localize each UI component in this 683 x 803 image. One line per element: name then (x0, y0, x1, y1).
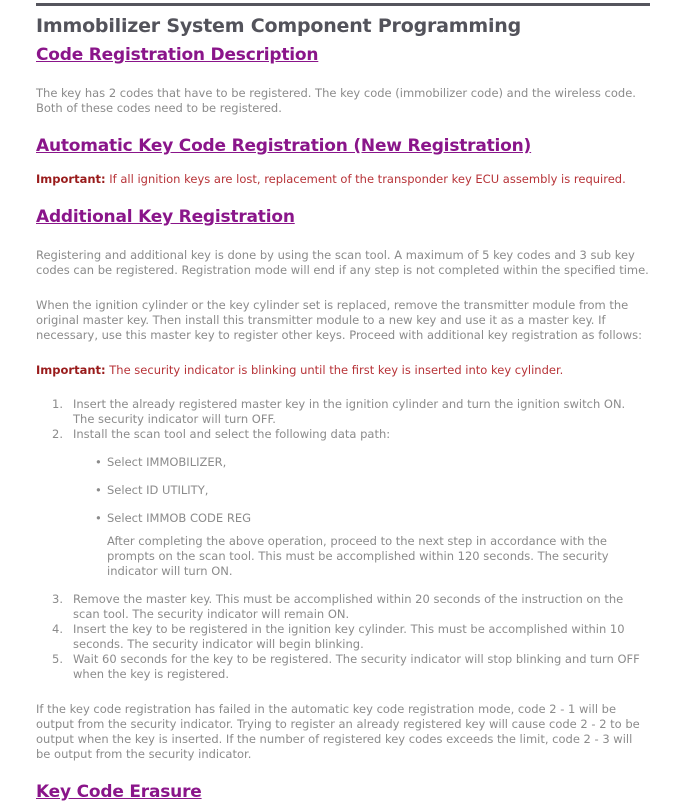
substep-note: After completing the above operation, proceed to the next step in accordance with the prompts on the scan tool. This must be accomplished within 120 seconds. The security indicator will turn ON. (107, 534, 609, 578)
list-item-step-3 (36, 592, 650, 622)
list-item-step-1 (36, 397, 650, 427)
paragraph-registering: Registering and additional key is done by using the scan tool. A maximum of 5 key codes and 3 sub key codes can be registered. Registration mode will end if any step is not completed within the specified time. (36, 248, 649, 277)
substep-text: Select IMMOBILIZER, (107, 455, 227, 469)
step-text: Wait 60 seconds for the key to be registered. The security indicator will stop blinking and turn OFF when the key is registered. (73, 652, 640, 681)
registration-steps-list (36, 397, 650, 682)
step-number: 2. (52, 427, 63, 441)
heading-automatic-key-code-registration[interactable]: Automatic Key Code Registration (New Registration) (36, 136, 532, 156)
important-label: Important: (36, 363, 106, 377)
important-label: Important: (36, 172, 106, 186)
bullet-icon: • (95, 455, 102, 469)
paragraph-code-registration: The key has 2 codes that have to be registered. The key code (immobilizer code) and the wireless code. Both of these codes need to be registered. (36, 86, 636, 115)
paragraph-failure-codes: If the key code registration has failed in the automatic key code registration mode, code 2 - 1 will be output from the security indicator. Trying to register an already registered key will cause code 2 - 2 to be output when the key is inserted. If the number of registered key codes exceeds the limit, code 2 - 3 will be output from the security indicator. (36, 702, 640, 761)
list-item-step-2 (36, 427, 650, 592)
bullet-icon: • (95, 511, 102, 525)
paragraph-ignition-cylinder: When the ignition cylinder or the key cylinder set is replaced, remove the transmitter module from the original master key. Then install this transmitter module to a new key and use it as a master key. If necessary, use this master key to register other keys. Proceed with additional key registration as follows: (36, 298, 642, 342)
list-item-step-5 (36, 652, 650, 682)
list-item-substep-immobilizer (73, 455, 650, 470)
step-text: Remove the master key. This must be accomplished within 20 seconds of the instruction on the scan tool. The security indicator will remain ON. (73, 592, 624, 621)
step-text: Install the scan tool and select the following data path: (73, 427, 391, 441)
important-text: The security indicator is blinking until the first key is inserted into key cylinder. (109, 363, 564, 377)
substep-text: Select IMMOB CODE REG (107, 511, 251, 525)
important-note-1 (36, 172, 650, 187)
step-text: Insert the key to be registered in the ignition key cylinder. This must be accomplished within 10 seconds. The security indicator will begin blinking. (73, 622, 625, 651)
list-item-substep-id-utility (73, 483, 650, 498)
step-number: 5. (52, 652, 63, 666)
substep-text: Select ID UTILITY, (107, 483, 209, 497)
important-text: If all ignition keys are lost, replacement of the transponder key ECU assembly is required. (109, 172, 626, 186)
heading-key-code-erasure[interactable]: Key Code Erasure (36, 782, 202, 802)
heading-code-registration-description[interactable]: Code Registration Description (36, 45, 319, 65)
list-item-substep-immob-code-reg (73, 511, 650, 526)
bullet-icon: • (95, 483, 102, 497)
step-number: 1. (52, 397, 63, 411)
list-item-step-4 (36, 622, 650, 652)
step-text-container (73, 427, 650, 592)
heading-additional-key-registration[interactable]: Additional Key Registration (36, 207, 295, 227)
step-text: Insert the already registered master key in the ignition cylinder and turn the ignition switch ON. The security indicator will turn OFF. (73, 397, 626, 426)
important-note-2 (36, 363, 650, 378)
step-number: 4. (52, 622, 63, 636)
top-divider (36, 3, 650, 6)
page-title: Immobilizer System Component Programming (36, 15, 522, 37)
manual-page (36, 0, 650, 803)
step-number: 3. (52, 592, 63, 606)
